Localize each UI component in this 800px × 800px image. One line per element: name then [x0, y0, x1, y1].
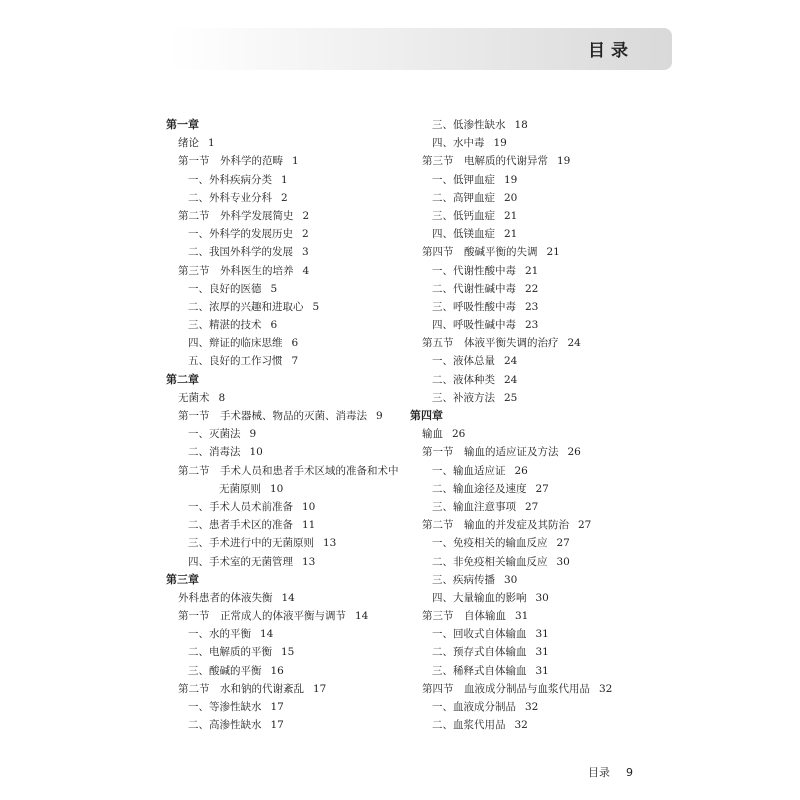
- toc-entry-title: 一、良好的医德: [188, 282, 262, 295]
- toc-entry: [410, 425, 660, 443]
- toc-entry: [166, 662, 406, 680]
- toc-entry-title: 三、手术进行中的无菌原则: [188, 537, 314, 550]
- toc-entry: [410, 443, 660, 461]
- toc-entry-title: 第三节 电解质的代谢异常: [422, 155, 548, 168]
- toc-entry-page: 21: [504, 228, 518, 241]
- toc-entry-title: 二、高钾血症: [432, 191, 495, 204]
- toc-entry-title: 绪论: [178, 137, 199, 150]
- toc-entry-page: 26: [452, 428, 466, 441]
- toc-entry-title: 第二节 输血的并发症及其防治: [422, 519, 569, 532]
- toc-entry: [166, 480, 406, 498]
- toc-entry: [166, 498, 406, 516]
- toc-entry-page: 13: [302, 555, 316, 568]
- toc-entry: [410, 316, 660, 334]
- toc-entry: [166, 243, 406, 261]
- toc-chapter-heading: [166, 371, 406, 389]
- toc-entry: [410, 553, 660, 571]
- toc-entry-title: 一、输血适应证: [432, 464, 506, 477]
- toc-entry-page: 10: [302, 500, 316, 513]
- toc-entry-page: 15: [281, 646, 295, 659]
- toc-entry: [410, 280, 660, 298]
- toc-entry: [410, 134, 660, 152]
- toc-entry: [410, 480, 660, 498]
- toc-entry-title: 二、血浆代用品: [432, 719, 506, 732]
- toc-entry-page: 19: [493, 137, 507, 150]
- toc-entry-page: 17: [270, 701, 284, 713]
- toc-entry-title: 二、外科专业分科: [188, 191, 272, 204]
- toc-column-left: [166, 116, 406, 734]
- toc-entry-page: 6: [291, 337, 299, 350]
- toc-entry: [166, 625, 406, 643]
- toc-entry-title: 输血: [422, 428, 443, 441]
- toc-entry-page: 30: [504, 573, 518, 586]
- toc-entry-page: 19: [504, 173, 518, 186]
- toc-entry-page: 6: [270, 319, 278, 332]
- toc-entry-title: 三、呼吸性酸中毒: [432, 300, 516, 313]
- toc-entry: [410, 171, 660, 189]
- toc-entry-page: 10: [270, 482, 284, 495]
- toc-entry-title: 第一章: [166, 118, 199, 131]
- toc-entry-title: 一、灭菌法: [188, 428, 241, 441]
- header-band: [170, 28, 672, 70]
- toc-entry-title: 一、水的平衡: [188, 628, 251, 641]
- toc-entry-title: 二、浓厚的兴趣和进取心: [188, 300, 304, 313]
- toc-entry-page: 31: [535, 628, 549, 641]
- toc-entry-title: 第三节 自体输血: [422, 610, 506, 623]
- toc-entry: [410, 225, 660, 243]
- toc-entry: [166, 534, 406, 552]
- toc-entry-page: 19: [557, 155, 571, 168]
- toc-entry: [166, 553, 406, 571]
- toc-entry: [410, 462, 660, 480]
- toc-entry-title: 三、稀释式自体输血: [432, 664, 527, 677]
- toc-entry: [410, 298, 660, 316]
- toc-entry-title: 三、疾病传播: [432, 573, 495, 586]
- toc-entry-title: 三、补液方法: [432, 391, 495, 404]
- toc-entry: [410, 625, 660, 643]
- toc-entry: [166, 352, 406, 370]
- toc-entry-page: 5: [312, 300, 320, 313]
- toc-entry-title: 四、水中毒: [432, 137, 485, 150]
- toc-entry-title: 二、电解质的平衡: [188, 646, 272, 659]
- toc-entry-title: 一、免疫相关的输血反应: [432, 537, 548, 550]
- toc-entry: [410, 189, 660, 207]
- toc-entry-page: 1: [208, 137, 215, 150]
- toc-entry: [166, 389, 406, 407]
- toc-entry-page: 14: [281, 591, 295, 604]
- toc-entry: [166, 171, 406, 189]
- toc-entry-page: 27: [525, 500, 539, 513]
- toc-entry-page: 25: [504, 391, 518, 404]
- toc-entry-page: 22: [525, 282, 539, 295]
- toc-entry-title: 第二节 手术人员和患者手术区域的准备和术中: [178, 464, 399, 477]
- toc-entry-title: 二、我国外科学的发展: [188, 246, 293, 259]
- toc-entry-page: 20: [504, 191, 518, 204]
- toc-entry: [166, 334, 406, 352]
- toc-entry-page: 27: [578, 519, 592, 532]
- toc-entry-title: 第一节 手术器械、物品的灭菌、消毒法: [178, 410, 367, 422]
- toc-entry-page: 30: [535, 591, 549, 604]
- toc-entry: [410, 698, 660, 716]
- toc-entry-page: 14: [355, 610, 369, 623]
- toc-entry-title: 第一节 外科学的范畴: [178, 155, 283, 168]
- toc-entry-page: 5: [270, 282, 278, 295]
- toc-entry-page: 27: [556, 537, 570, 550]
- toc-entry: [410, 334, 660, 352]
- toc-entry: [166, 225, 406, 243]
- toc-entry-page: 7: [291, 355, 299, 368]
- toc-entry-page: 32: [525, 701, 539, 713]
- toc-entry: [166, 698, 406, 716]
- toc-entry: [166, 189, 406, 207]
- toc-entry-page: 4: [302, 264, 310, 277]
- toc-entry: [410, 662, 660, 680]
- toc-entry: [410, 607, 660, 625]
- toc-entry: [410, 262, 660, 280]
- toc-entry-title: 二、预存式自体输血: [432, 646, 527, 659]
- toc-entry: [410, 498, 660, 516]
- toc-entry: [410, 643, 660, 661]
- toc-entry: [166, 316, 406, 334]
- toc-entry-page: 21: [504, 209, 518, 222]
- toc-entry-page: 9: [249, 428, 257, 441]
- toc-entry-title: 一、血液成分制品: [432, 701, 516, 713]
- toc-entry-page: 2: [302, 228, 309, 241]
- toc-entry: [166, 680, 406, 698]
- toc-entry: [410, 207, 660, 225]
- toc-column-right: [410, 116, 660, 734]
- toc-entry: [166, 152, 406, 170]
- toc-entry-page: 27: [535, 482, 549, 495]
- toc-entry: [410, 352, 660, 370]
- toc-entry-title: 三、酸碱的平衡: [188, 664, 262, 677]
- toc-entry-title: 一、低钾血症: [432, 173, 495, 186]
- toc-entry-page: 11: [302, 519, 316, 532]
- toc-entry-page: 13: [323, 537, 337, 550]
- toc-entry-title: 三、低钙血症: [432, 209, 495, 222]
- toc-entry: [410, 680, 660, 698]
- toc-entry-page: 2: [302, 209, 310, 222]
- toc-entry-page: 31: [535, 664, 549, 677]
- toc-entry-page: 26: [567, 446, 581, 459]
- toc-entry-title: 二、高渗性缺水: [188, 719, 262, 732]
- toc-entry-page: 26: [514, 464, 528, 477]
- toc-entry: [166, 589, 406, 607]
- toc-entry: [166, 134, 406, 152]
- toc-entry-page: 24: [504, 355, 518, 368]
- toc-entry: [410, 571, 660, 589]
- toc-entry: [166, 298, 406, 316]
- toc-entry: [410, 116, 660, 134]
- toc-entry: [166, 443, 406, 461]
- toc-entry-title: 第一节 输血的适应证及方法: [422, 446, 559, 459]
- toc-entry-title: 一、手术人员术前准备: [188, 500, 293, 513]
- toc-entry: [166, 262, 406, 280]
- toc-entry-page: 23: [525, 300, 539, 313]
- toc-chapter-heading: [410, 407, 660, 425]
- toc-entry: [410, 152, 660, 170]
- toc-entry-title: 第四章: [410, 409, 443, 422]
- toc-entry-title: 四、呼吸性碱中毒: [432, 319, 516, 332]
- toc-entry: [166, 280, 406, 298]
- toc-entry: [166, 425, 406, 443]
- toc-entry-title: 第二章: [166, 372, 199, 386]
- toc-entry-title: 二、液体种类: [432, 373, 495, 386]
- toc-entry-title: 第五节 体液平衡失调的治疗: [422, 337, 559, 350]
- toc-entry-title: 五、良好的工作习惯: [188, 355, 283, 368]
- toc-entry-page: 21: [525, 264, 539, 277]
- toc-entry-title: 二、非免疫相关输血反应: [432, 555, 548, 568]
- page-title: 目录: [588, 41, 634, 61]
- toc-entry: [410, 589, 660, 607]
- toc-entry-page: 2: [281, 191, 288, 204]
- toc-entry-title: 四、大量输血的影响: [432, 591, 527, 604]
- toc-entry-title: 外科患者的体液失衡: [178, 591, 273, 604]
- toc-entry-title: 第三节 外科医生的培养: [178, 264, 294, 277]
- toc-entry-title: 三、输血注意事项: [432, 500, 516, 513]
- toc-entry: [410, 389, 660, 407]
- toc-entry-title: 一、代谢性酸中毒: [432, 264, 516, 277]
- toc-entry-page: 8: [218, 391, 226, 404]
- toc-entry: [166, 643, 406, 661]
- toc-entry-page: 1: [292, 155, 299, 168]
- toc-entry-title: 一、外科疾病分类: [188, 173, 272, 186]
- toc-entry-page: 30: [556, 555, 570, 568]
- footer-label: 目录: [588, 766, 610, 779]
- toc-entry: [166, 207, 406, 225]
- toc-entry-title: 第二节 外科学发展简史: [178, 209, 294, 222]
- toc-entry-page: 10: [249, 446, 263, 459]
- toc-entry: [410, 516, 660, 534]
- toc-entry-title: 无菌术: [178, 391, 210, 404]
- toc-entry-page: 18: [514, 119, 528, 131]
- toc-entry-page: 24: [567, 337, 581, 350]
- toc-entry-title: 四、低镁血症: [432, 228, 495, 241]
- toc-entry-title: 无菌原则: [219, 482, 261, 495]
- toc-entry-title: 第三章: [166, 572, 199, 586]
- toc-entry-title: 二、输血途径及速度: [432, 482, 527, 495]
- toc-chapter-heading: [166, 571, 406, 589]
- footer-page-number: 9: [626, 766, 633, 779]
- toc-entry-page: 9: [376, 410, 383, 422]
- toc-entry-title: 三、精湛的技术: [188, 319, 262, 332]
- toc-entry-page: 32: [514, 719, 528, 732]
- toc-entry-title: 二、代谢性碱中毒: [432, 282, 516, 295]
- toc-entry: [166, 516, 406, 534]
- toc-entry-page: 23: [525, 319, 539, 332]
- toc-entry-title: 二、患者手术区的准备: [188, 519, 293, 532]
- toc-entry-title: 四、辩证的临床思维: [188, 337, 283, 350]
- toc-entry: [166, 462, 406, 480]
- toc-entry-page: 21: [546, 246, 560, 259]
- toc-entry: [166, 716, 406, 734]
- toc-entry-title: 第二节 水和钠的代谢紊乱: [178, 682, 304, 695]
- toc-entry: [410, 371, 660, 389]
- toc-entry-page: 24: [504, 373, 518, 386]
- toc-entry-title: 第四节 血液成分制品与血浆代用品: [422, 682, 590, 695]
- toc-entry-title: 三、低渗性缺水: [432, 119, 506, 131]
- toc-entry-title: 一、等渗性缺水: [188, 701, 262, 713]
- toc-entry-page: 14: [260, 628, 274, 641]
- toc-entry: [410, 243, 660, 261]
- toc-entry: [166, 407, 406, 425]
- toc-entry-page: 31: [515, 610, 529, 623]
- toc-entry: [410, 716, 660, 734]
- toc-entry-title: 一、外科学的发展历史: [188, 228, 293, 241]
- toc-entry: [410, 534, 660, 552]
- toc-entry-title: 第四节 酸碱平衡的失调: [422, 246, 538, 259]
- toc-entry-title: 四、手术室的无菌管理: [188, 555, 293, 568]
- toc-entry-page: 3: [302, 246, 309, 259]
- toc-entry-page: 17: [313, 682, 327, 695]
- toc-entry-title: 一、液体总量: [432, 355, 495, 368]
- toc-entry-page: 16: [270, 664, 284, 677]
- toc-chapter-heading: [166, 116, 406, 134]
- toc-entry-title: 一、回收式自体输血: [432, 628, 527, 641]
- toc-entry-page: 1: [281, 173, 288, 186]
- toc-entry-title: 二、消毒法: [188, 446, 241, 459]
- page-footer: [588, 764, 633, 780]
- toc-entry: [166, 607, 406, 625]
- toc-entry-page: 17: [270, 719, 284, 732]
- toc-entry-page: 32: [599, 682, 613, 695]
- toc-entry-title: 第一节 正常成人的体液平衡与调节: [178, 610, 346, 623]
- toc-entry-page: 31: [535, 646, 549, 659]
